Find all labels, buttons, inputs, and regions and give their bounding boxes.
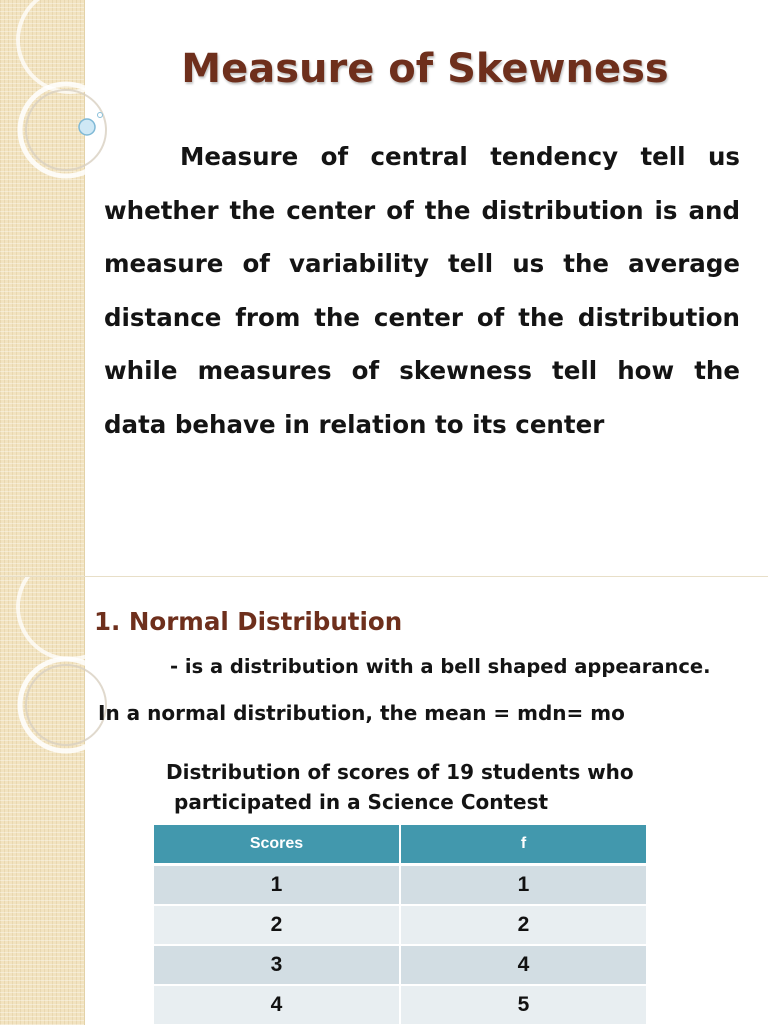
cell-score: 1 (154, 865, 400, 906)
scores-table (154, 825, 646, 1025)
table-row (154, 985, 646, 1025)
intro-paragraph (104, 130, 740, 452)
cell-score: 3 (154, 945, 400, 985)
cell-score: 2 (154, 905, 400, 945)
slide-2 (0, 576, 768, 1025)
table-caption-line-1: Distribution of scores of 19 students who (166, 760, 634, 784)
column-header-f: f (400, 825, 646, 865)
cell-frequency: 1 (400, 865, 646, 906)
column-header-scores: Scores (154, 825, 400, 865)
cell-frequency: 2 (400, 905, 646, 945)
cell-frequency: 4 (400, 945, 646, 985)
mean-statement: In a normal distribution, the mean = mdn= mo (98, 701, 625, 725)
table-row (154, 945, 646, 985)
table-header-row (154, 825, 646, 865)
page-title: Measure of Skewness (181, 46, 669, 92)
table-row (154, 865, 646, 906)
cell-frequency: 5 (400, 985, 646, 1025)
intro-paragraph-text: Measure of central tendency tell us whether the center of the distribution is and measure of variability tell us the average distance from the center of the distribution while measures of skewness tell how the data behave in relation to its center (104, 142, 740, 439)
section-heading: 1. Normal Distribution (94, 607, 403, 636)
cell-score: 4 (154, 985, 400, 1025)
table-row (154, 905, 646, 945)
table-caption (166, 757, 634, 817)
definition-text: - is a distribution with a bell shaped appearance. (170, 655, 711, 678)
table-caption-line-2: participated in a Science Contest (174, 790, 549, 814)
